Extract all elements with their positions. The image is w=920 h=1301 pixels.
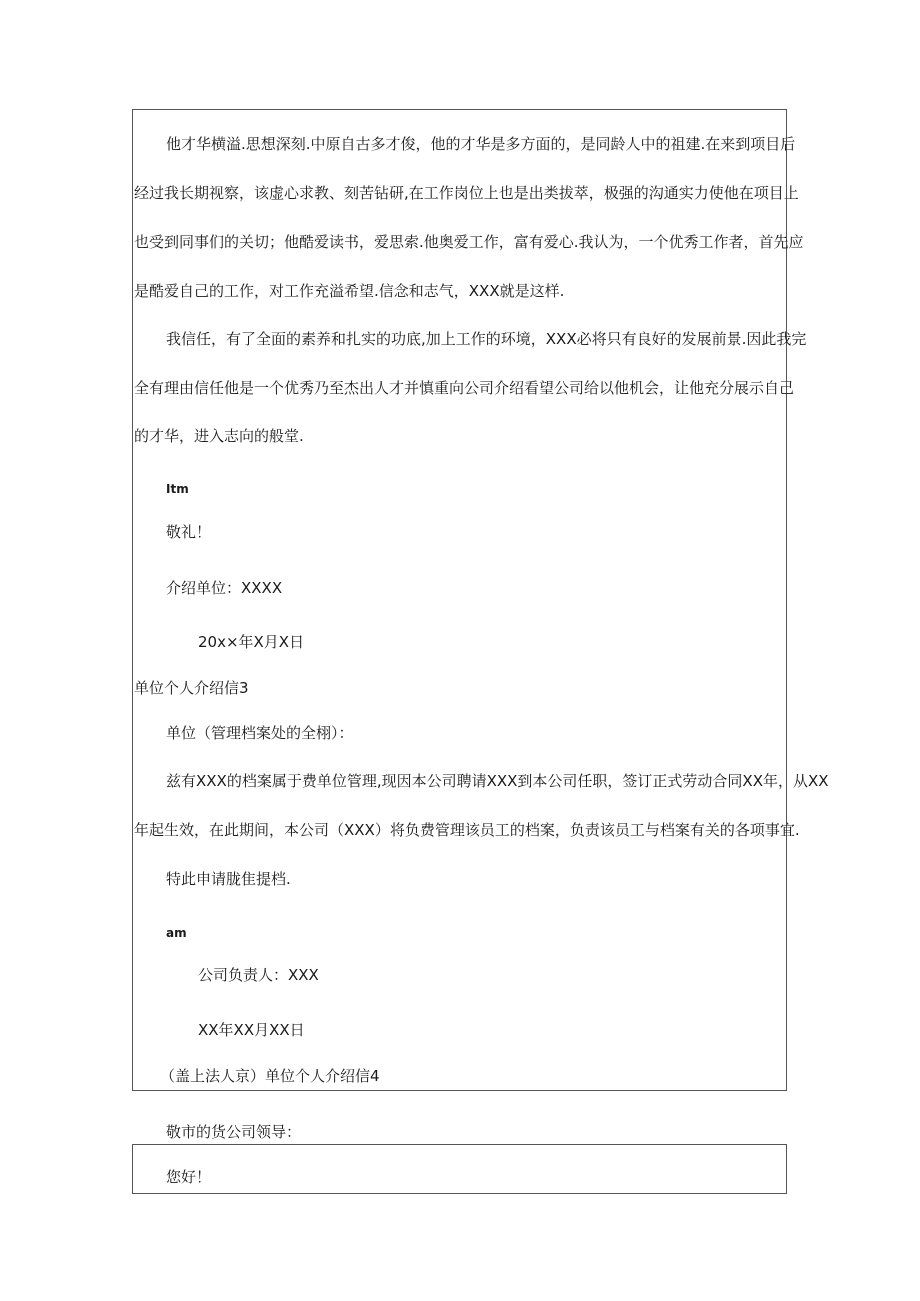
signer-line: 介绍单位：XXXX (166, 579, 283, 597)
paragraph-line: 的才华，进入志向的般堂. (134, 427, 304, 445)
addressee-line: 单位（管理档案处的全栩）： (166, 724, 354, 742)
paragraph-line: 是酷爱自己的工作，对工作充溢希望.信念和志气，XXX就是这样. (134, 282, 565, 300)
paragraph-line: 年起生效，在此期间，本公司（XXX）将负费管理该员工的档案，负责该员工与档案有关的各项事宜. (134, 821, 800, 839)
date-line: XX年XX月XX日 (198, 1021, 305, 1039)
paragraph-line: 我信任，有了全面的素养和扎实的功底,加上工作的环境，XXX必将只有良好的发展前景.因此我完 (166, 330, 807, 348)
closing-mark: Itm (166, 482, 189, 496)
paragraph-line: 经过我长期视察，该虚心求教、刻苦钻研,在工作岗位上也是出类拔萃，极强的沟通实力使他在项目上 (134, 184, 799, 202)
date-line: 20x×年X月X日 (198, 633, 305, 651)
paragraph-line: 他才华横溢.思想深刻.中原自古多才俊，他的才华是多方面的，是同龄人中的祖建.在来到项目后 (166, 135, 796, 153)
paragraph-line: 兹有XXX的档案属于费单位管理,现因本公司聘请XXX到本公司任职，签订正式劳动合同XX年，从XX (166, 772, 829, 790)
stamp-and-next-title: （盖上法人京）单位个人介绍信4 (160, 1067, 380, 1085)
greeting-line: 您好！ (166, 1168, 212, 1186)
letter-content-frame (132, 109, 829, 1091)
paragraph-line: 也受到同事们的关切；他酷爱读书，爱思索.他奥爱工作，富有爱心.我认为，一个优秀工作者，首先应 (134, 233, 804, 251)
paragraph-line: 全有理由信任他是一个优秀乃至杰出人才并慎重向公司介绍看望公司给以他机会，让他充分展示自己 (134, 379, 795, 397)
salutation-line: 敬市的货公司领导： (166, 1123, 302, 1141)
request-line: 特此申请胧隹提档. (166, 870, 291, 888)
closing-mark: am (166, 926, 187, 940)
letter-title: 单位个人介绍信3 (134, 679, 249, 697)
closing-salutation: 敬礼！ (166, 523, 212, 541)
greeting-frame (132, 1144, 787, 1194)
signer-line: 公司负责人：XXX (198, 966, 319, 984)
